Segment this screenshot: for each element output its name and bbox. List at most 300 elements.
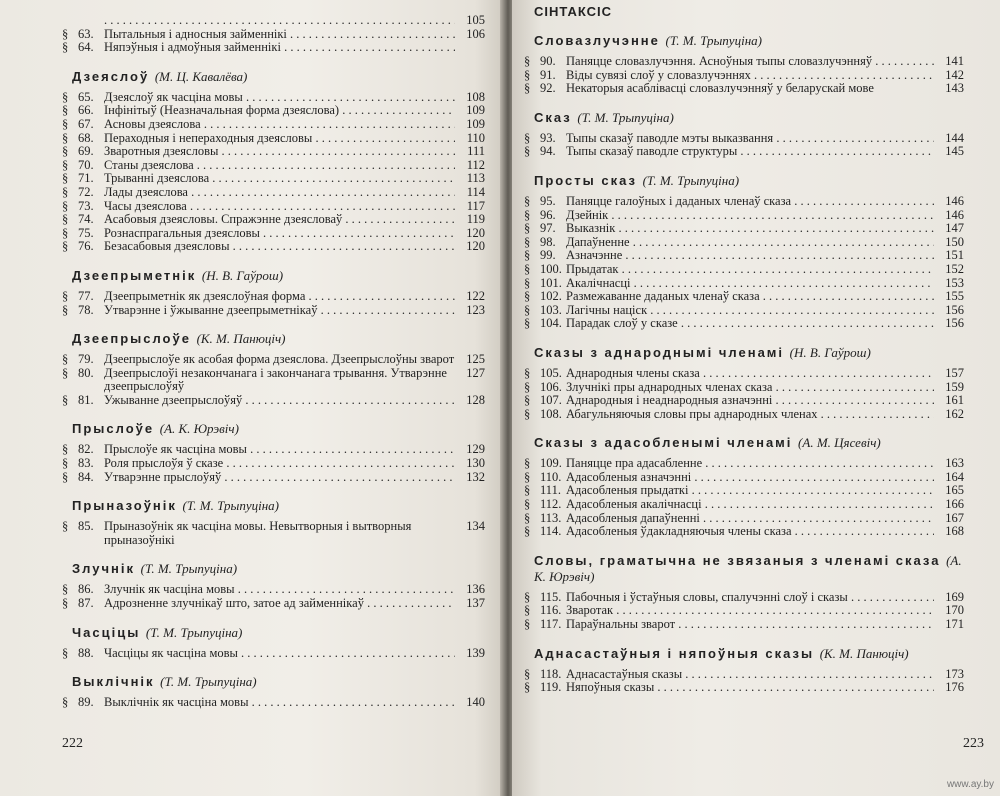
toc-section-sign: § (62, 144, 69, 159)
toc-entry-text: Паняцце словазлучэння. Асноўныя тыпы словазлучэнняў . . . (566, 55, 934, 69)
toc-page: 147 (945, 221, 964, 236)
section-title (534, 435, 964, 451)
toc-number: 100. (540, 261, 562, 276)
section-title-text: Аднасастаўныя і няпоўныя сказы (534, 645, 815, 661)
toc-entry-text: Тыпы сказаў паводле мэты выказвання . . . (566, 132, 934, 146)
toc-section-sign: § (524, 666, 531, 681)
toc-page: 140 (466, 695, 485, 710)
toc-row (524, 394, 964, 408)
toc-page: 132 (466, 469, 485, 484)
toc-page: 144 (945, 130, 964, 145)
toc-number: 89. (78, 695, 94, 710)
toc-entry-text: Утварэнне і ўжыванне дзеепрыметнікаў . . . (104, 304, 455, 318)
toc-row (524, 591, 964, 605)
toc-section-sign: § (524, 365, 531, 380)
section-author: (Н. В. Гаўрош) (789, 344, 871, 360)
page-number-right: 223 (963, 736, 984, 751)
toc-row (524, 236, 964, 250)
toc-section-sign: § (62, 695, 69, 710)
toc-row (62, 118, 485, 132)
toc-row (62, 91, 485, 105)
toc-entry-text: Адасобленыя прыдаткі . . . (566, 484, 934, 498)
toc-number: 119. (540, 680, 562, 695)
toc-row (62, 240, 485, 254)
toc-row (62, 41, 485, 55)
section-title-text: Словы, граматычна не звязаныя з членамі сказа (534, 552, 941, 568)
toc-row (524, 525, 964, 539)
right-sections (524, 33, 964, 695)
section-title (534, 345, 964, 361)
toc-page: 106 (466, 26, 485, 41)
toc-section (524, 33, 964, 96)
toc-row (524, 263, 964, 277)
toc-entry-text: Прыслоўе як часціна мовы . . . (104, 443, 455, 457)
toc-row (524, 457, 964, 471)
toc-number: 83. (78, 456, 94, 471)
toc-page: 108 (466, 89, 485, 104)
toc-section-sign: § (524, 510, 531, 525)
toc-section-sign: § (62, 89, 69, 104)
toc-row (524, 222, 964, 236)
toc-page: 112 (466, 157, 485, 172)
toc-row (524, 367, 964, 381)
toc-number: 117. (540, 617, 562, 632)
toc-number: 111. (540, 483, 561, 498)
toc-row (62, 28, 485, 42)
toc-entry-text: Прыназоўнік як часціна мовы. Невытворныя і вытворныя прыназоўнікі (104, 520, 412, 547)
toc-entry-text: Прыдатак . . . (566, 263, 934, 277)
toc-entry-text: Аднасастаўныя сказы . . . (566, 668, 934, 682)
section-title-text: Сказы з адасобленымі членамі (534, 435, 793, 451)
toc-entry-text: Зваротак . . . (566, 604, 934, 618)
toc-number: 97. (540, 221, 556, 236)
toc-row (62, 14, 485, 28)
section-title (534, 646, 964, 662)
toc-section (62, 268, 485, 317)
toc-row (62, 443, 485, 457)
toc-entry-text: Пытальныя і адносныя займеннікі . . . (104, 28, 455, 42)
toc-section-sign: § (62, 442, 69, 457)
toc-section-sign: § (62, 596, 69, 611)
toc-row (524, 277, 964, 291)
toc-number: 67. (78, 116, 94, 131)
toc-number: 80. (78, 365, 94, 380)
toc-section-sign: § (524, 483, 531, 498)
toc-page: 162 (945, 406, 964, 421)
toc-number: 90. (540, 54, 556, 68)
toc-section-sign: § (524, 617, 531, 632)
toc-row (524, 604, 964, 618)
toc-entry-text: Аднародныя і неаднародныя азначэнні . . . (566, 394, 934, 408)
toc-page: 113 (466, 171, 485, 186)
toc-section-sign: § (62, 212, 69, 227)
toc-row (524, 498, 964, 512)
toc-entry-text: Адасобленыя дапаўненні . . . (566, 512, 934, 526)
toc-section (62, 69, 485, 254)
toc-page: 139 (466, 645, 485, 660)
section-title (72, 561, 485, 577)
toc-page: 130 (466, 456, 485, 471)
toc-entry-text: Азначэнне . . . (566, 249, 934, 263)
toc-number: 63. (78, 26, 94, 41)
section-title (72, 498, 485, 514)
toc-section-sign: § (524, 497, 531, 512)
toc-page: 159 (945, 379, 964, 394)
toc-number: 86. (78, 582, 94, 597)
toc-section-sign: § (524, 289, 531, 304)
toc-section-sign: § (524, 603, 531, 618)
toc-entry-text (104, 14, 455, 28)
toc-section-sign: § (62, 26, 69, 41)
toc-page: 120 (466, 225, 485, 240)
toc-entry-text: Няпоўныя сказы . . . (566, 681, 934, 695)
toc-number: 93. (540, 130, 556, 145)
toc-page: 109 (466, 103, 485, 118)
toc-row (524, 681, 964, 695)
section-title (534, 173, 964, 189)
toc-row (62, 647, 485, 661)
toc-page: 142 (945, 67, 964, 82)
toc-section-sign: § (524, 221, 531, 236)
toc-entry-text: Пераходныя і непераходныя дзеясловы . . . (104, 132, 455, 146)
toc-number: 87. (78, 596, 94, 611)
toc-page: 105 (466, 13, 485, 27)
toc-number: 73. (78, 198, 94, 213)
toc-page: 152 (945, 261, 964, 276)
toc-section-sign: § (62, 392, 69, 407)
toc-entry-text: Дзеепрыслоўе як асобая форма дзеяслова. Дзеепрыслоўны зварот (104, 353, 455, 367)
toc-row (62, 520, 485, 547)
toc-page: 117 (466, 198, 485, 213)
toc-section-sign: § (62, 184, 69, 199)
toc-number: 114. (540, 524, 562, 539)
toc-section-sign: § (524, 234, 531, 249)
toc-row (524, 408, 964, 422)
toc-entry-text: Абагульняючыя словы пры аднародных членах . . . (566, 408, 934, 422)
toc-page: 123 (466, 302, 485, 317)
toc-section-sign: § (62, 645, 69, 660)
part-header: СІНТАКСІС (534, 4, 613, 19)
toc-number: 107. (540, 393, 562, 408)
toc-section-sign: § (524, 130, 531, 145)
section-title-text: Сказы з аднароднымі членамі (534, 344, 785, 360)
toc-section-sign: § (524, 589, 531, 604)
toc-entry-text: Злучнікі пры аднародных членах сказа . . . (566, 381, 934, 395)
toc-row (524, 317, 964, 331)
toc-page: 129 (466, 442, 485, 457)
toc-page: 127 (466, 365, 485, 380)
section-title-text: Часціцы (72, 624, 141, 640)
toc-number: 66. (78, 103, 94, 118)
section-title-text: Прыслоўе (72, 421, 155, 437)
toc-page: 169 (945, 589, 964, 604)
section-title (534, 110, 964, 126)
toc-row (524, 668, 964, 682)
toc-entry-text: Аднародныя члены сказа . . . (566, 367, 934, 381)
section-author: (К. М. Панюціч) (819, 645, 909, 661)
section-author: (К. М. Панюціч) (196, 331, 286, 347)
toc-section-sign: § (62, 157, 69, 172)
toc-number: 103. (540, 302, 562, 317)
toc-entry-text: Адасобленыя ўдакладняючыя члены сказа . . . (566, 525, 934, 539)
section-title (72, 331, 485, 347)
toc-section-sign: § (524, 316, 531, 331)
toc-entry-text: Пабочныя і ўстаўныя словы, спалучэнні слоў і сказы . . . (566, 591, 934, 605)
toc-section-sign: § (524, 207, 531, 222)
toc-page: 109 (466, 116, 485, 131)
toc-entry-text: Дзеепрыслоўі незакончанага і закончанага трывання. Утварэнне дзеепрыслоўяў (104, 366, 447, 394)
toc-number: 75. (78, 225, 94, 240)
toc-row (524, 290, 964, 304)
toc-entry-text: Лады дзеяслова . . . (104, 186, 455, 200)
toc-row (524, 195, 964, 209)
toc-page: 114 (466, 184, 485, 199)
section-title (72, 421, 485, 437)
toc-number: 91. (540, 67, 556, 82)
toc-entry-text: Параўнальны зварот . . . (566, 618, 934, 632)
toc-row (62, 696, 485, 710)
toc-number: 102. (540, 289, 562, 304)
toc-number: 113. (540, 510, 562, 525)
toc-section-sign: § (524, 524, 531, 539)
section-author: (Т. М. Трыпуціна) (145, 624, 243, 640)
toc-section-sign: § (524, 456, 531, 471)
toc-page: 163 (945, 456, 964, 471)
toc-row (62, 186, 485, 200)
toc-number: 110. (540, 469, 562, 484)
toc-page: 137 (466, 596, 485, 611)
toc-row (62, 353, 485, 367)
toc-entry-text: Злучнік як часціна мовы . . . (104, 583, 455, 597)
toc-number: 108. (540, 406, 562, 421)
toc-number: 101. (540, 275, 562, 290)
toc-page: 122 (466, 288, 485, 303)
toc-number: 79. (78, 352, 94, 367)
toc-row (62, 597, 485, 611)
toc-row (62, 367, 485, 394)
toc-number: 68. (78, 130, 94, 145)
toc-section (524, 646, 964, 695)
toc-section-sign: § (524, 81, 531, 96)
section-title-text: Просты сказ (534, 172, 637, 188)
toc-row (524, 618, 964, 632)
section-author: (А. К. Юрэвіч) (534, 552, 962, 584)
toc-section-sign: § (524, 261, 531, 276)
toc-section-sign: § (62, 582, 69, 597)
section-title (534, 553, 964, 585)
toc-number: 105. (540, 365, 562, 380)
right-page (512, 0, 1000, 796)
toc-entry-text: Адасобленыя азначэнні . . . (566, 471, 934, 485)
toc-entry-text: Трыванні дзеяслова . . . (104, 172, 455, 186)
toc-section (524, 345, 964, 421)
toc-entry-text: Утварэнне прыслоўяў . . . (104, 471, 455, 485)
toc-entry-text: Паняцце пра адасабленне . . . (566, 457, 934, 471)
toc-page: 141 (945, 54, 964, 68)
toc-page: 146 (945, 193, 964, 208)
toc-entry-text: Адрозненне злучнікаў што, затое ад займеннікаў . . . (104, 597, 455, 611)
toc-number: 74. (78, 212, 94, 227)
toc-entry-text: Паняцце галоўных і даданых членаў сказа . . . (566, 195, 934, 209)
toc-number: 77. (78, 288, 94, 303)
toc-section-sign: § (524, 469, 531, 484)
toc-section (524, 435, 964, 539)
toc-section-sign: § (62, 352, 69, 367)
toc-entry-text: Інфінітыў (Неазначальная форма дзеяслова) . . . (104, 104, 455, 118)
toc-entry-text: Віды сувязі слоў у словазлучэннях . . . (566, 69, 934, 83)
toc-page: 119 (466, 212, 485, 227)
toc-number: 95. (540, 193, 556, 208)
toc-number: 109. (540, 456, 562, 471)
toc-number: 88. (78, 645, 94, 660)
section-title-text: Злучнік (72, 561, 135, 577)
toc-row (524, 249, 964, 263)
toc-entry-text: Тыпы сказаў паводле структуры . . . (566, 145, 934, 159)
section-title-text: Прыназоўнік (72, 498, 177, 514)
toc-row (524, 132, 964, 146)
toc-number: 71. (78, 171, 94, 186)
toc-page: 145 (945, 144, 964, 159)
toc-section (62, 674, 485, 710)
section-title-text: Дзеепрыслоўе (72, 331, 191, 347)
toc-section-sign: § (524, 193, 531, 208)
toc-section-sign: § (524, 275, 531, 290)
toc-section-sign: § (62, 469, 69, 484)
toc-section-sign: § (524, 54, 531, 68)
toc-section-sign: § (524, 379, 531, 394)
toc-number: 84. (78, 469, 94, 484)
toc-row (524, 304, 964, 318)
toc-page: 150 (945, 234, 964, 249)
toc-entry-text: Часы дзеяслова . . . (104, 200, 455, 214)
toc-row (62, 457, 485, 471)
toc-page: 110 (466, 130, 485, 145)
toc-page: 170 (945, 603, 964, 618)
toc-row (62, 200, 485, 214)
toc-page: 164 (945, 469, 964, 484)
section-title (72, 625, 485, 641)
toc-entry-text: Лагічны націск . . . (566, 304, 934, 318)
toc-row (62, 394, 485, 408)
toc-number: 64. (78, 40, 94, 55)
toc-page: 146 (945, 207, 964, 222)
toc-page: 151 (945, 248, 964, 263)
toc-section-sign: § (62, 130, 69, 145)
toc-page: 128 (466, 392, 485, 407)
toc-page: 173 (945, 666, 964, 681)
toc-entry-text: Роля прыслоўя ў сказе . . . (104, 457, 455, 471)
toc-page: 161 (945, 393, 964, 408)
toc-row (524, 55, 964, 69)
toc-section-sign: § (62, 239, 69, 254)
section-author: (Т. М. Трыпуціна) (160, 674, 257, 690)
toc-row (62, 104, 485, 118)
section-author: (Т. М. Трыпуціна) (642, 172, 740, 188)
page-number-left: 222 (62, 736, 83, 751)
toc-row (524, 209, 964, 223)
toc-row (62, 471, 485, 485)
toc-number: 98. (540, 234, 556, 249)
toc-section-sign: § (62, 40, 69, 55)
toc-number: 70. (78, 157, 94, 172)
toc-number: 104. (540, 316, 562, 331)
toc-entry-text: Некаторыя асаблівасці словазлучэнняў у беларускай мове (566, 82, 874, 96)
toc-section-sign: § (62, 171, 69, 186)
toc-page: 155 (945, 289, 964, 304)
toc-row (62, 172, 485, 186)
toc-section (62, 331, 485, 407)
left-sections (62, 69, 485, 710)
toc-entry-text: Дзеяслоў як часціна мовы . . . (104, 91, 455, 105)
toc-section-sign: § (62, 198, 69, 213)
toc-entry-text: Станы дзеяслова . . . (104, 159, 455, 173)
toc-number: 92. (540, 81, 556, 96)
toc-section (524, 553, 964, 632)
toc-section (62, 498, 485, 547)
toc-section-sign: § (62, 288, 69, 303)
section-author: (Т. М. Трыпуціна) (665, 33, 762, 48)
section-author: (Н. В. Гаўрош) (201, 267, 284, 283)
toc-page: 166 (945, 497, 964, 512)
watermark: www.ay.by (946, 779, 994, 790)
toc-row (524, 69, 964, 83)
toc-section-sign: § (62, 365, 69, 380)
toc-page: 120 (466, 239, 485, 254)
toc-section (524, 173, 964, 331)
section-author: (А. К. Юрэвіч) (159, 421, 239, 437)
toc-section-sign: § (62, 103, 69, 118)
toc-number: 116. (540, 603, 562, 618)
section-title (72, 268, 485, 284)
toc-number: 112. (540, 497, 562, 512)
toc-entry-text: Парадак слоў у сказе . . . (566, 317, 934, 331)
section-title-text: Дзеяслоў (72, 68, 150, 84)
toc-number: 85. (78, 519, 94, 534)
toc-number: 106. (540, 379, 562, 394)
section-author: (Т. М. Трыпуціна) (577, 109, 674, 125)
toc-entry-text: Няпэўныя і адмоўныя займеннікі . . . (104, 41, 455, 55)
toc-section (62, 625, 485, 661)
toc-section-sign: § (524, 680, 531, 695)
toc-row (62, 583, 485, 597)
toc-row (62, 290, 485, 304)
toc-page: 136 (466, 582, 485, 597)
toc-section-sign: § (62, 456, 69, 471)
toc-page: 153 (945, 275, 964, 290)
toc-row (524, 82, 964, 96)
toc-number: 118. (540, 666, 562, 681)
toc-entry-text: Часціцы як часціна мовы . . . (104, 647, 455, 661)
toc-page: 156 (945, 316, 964, 331)
toc-entry-text: Выклічнік як часціна мовы . . . (104, 696, 455, 710)
toc-section-sign: § (62, 519, 69, 534)
toc-entry-text: Дзейнік . . . (566, 209, 934, 223)
section-title (534, 33, 964, 49)
toc-section (524, 110, 964, 159)
toc-number: 72. (78, 184, 94, 199)
toc-page: 176 (945, 680, 964, 695)
toc-page: 125 (466, 352, 485, 367)
toc-row (62, 304, 485, 318)
section-title-text: Выклічнік (72, 674, 155, 690)
toc-page: 157 (945, 365, 964, 380)
toc-row (62, 227, 485, 241)
toc-entry-text: Адасобленыя акалічнасці . . . (566, 498, 934, 512)
toc-row (62, 145, 485, 159)
section-author: (Т. М. Трыпуціна) (182, 498, 279, 514)
toc-entry-text: Рознаспрагальныя дзеясловы . . . (104, 227, 455, 241)
toc-section-sign: § (524, 144, 531, 159)
